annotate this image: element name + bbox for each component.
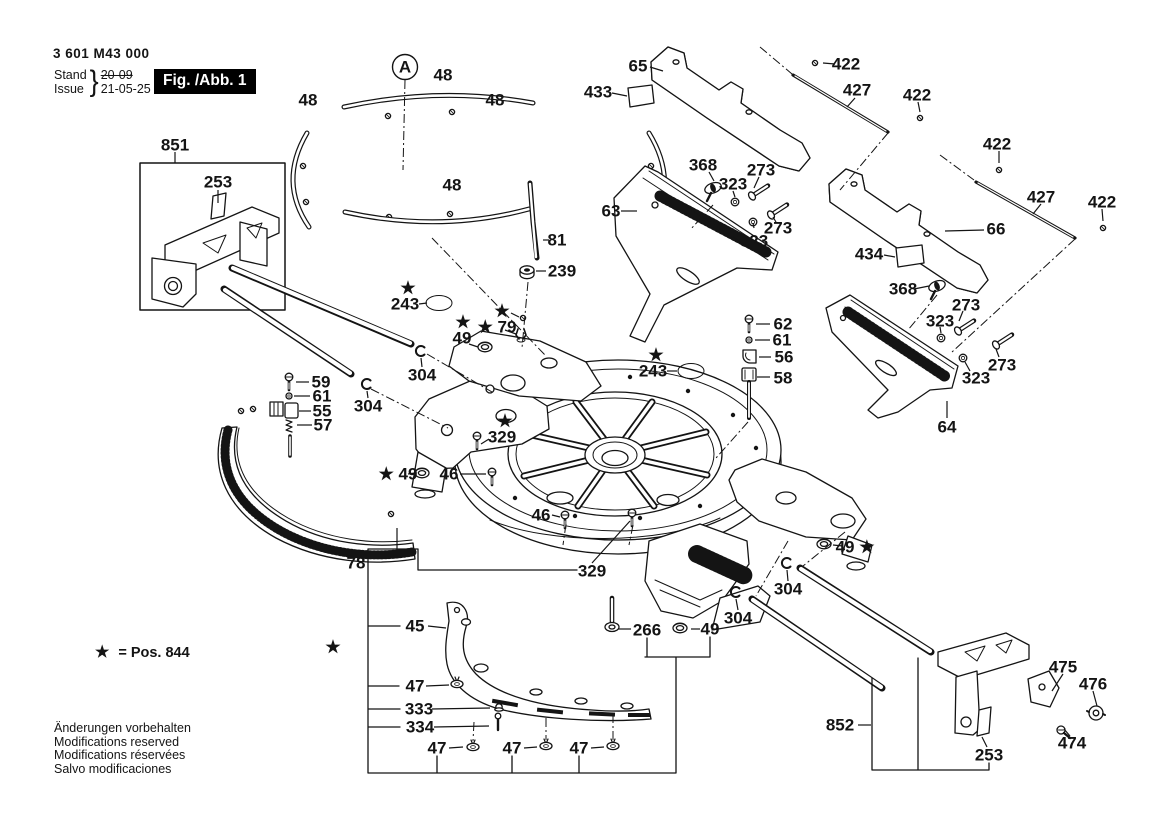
part-label-273 <box>952 296 980 315</box>
part-label-243 <box>639 346 667 381</box>
svg-text:47: 47 <box>405 676 425 696</box>
part-label-304 <box>724 609 753 628</box>
screw-334 <box>495 713 501 730</box>
svg-text:422: 422 <box>1087 192 1117 212</box>
star-legend <box>95 642 190 662</box>
part-label-334 <box>406 718 435 737</box>
svg-text:47: 47 <box>569 738 589 758</box>
clip-47 <box>540 739 552 750</box>
part-label-46 <box>532 506 551 525</box>
svg-text:474: 474 <box>1057 733 1087 753</box>
front-plate-45 <box>446 602 651 720</box>
svg-text:81: 81 <box>547 230 567 250</box>
svg-text:63: 63 <box>601 201 621 221</box>
clip-47 <box>607 739 619 750</box>
svg-text:427: 427 <box>842 80 872 100</box>
svg-text:243: 243 <box>390 294 420 314</box>
part-label-427 <box>843 81 871 100</box>
svg-text:434: 434 <box>854 244 884 264</box>
part-label-273 <box>988 356 1016 375</box>
svg-text:48: 48 <box>485 90 505 110</box>
part-label-323 <box>740 232 768 251</box>
svg-text:48: 48 <box>298 90 318 110</box>
centerline <box>840 133 888 190</box>
svg-text:368: 368 <box>688 155 718 175</box>
screw-422 <box>996 167 1001 172</box>
svg-text:49 ★: 49 ★ <box>835 537 875 557</box>
part-label-434 <box>855 245 884 264</box>
part-label-57 <box>314 416 333 435</box>
part-label-78 <box>347 554 366 573</box>
leader-line <box>884 255 895 257</box>
stand-label: Stand <box>54 67 87 82</box>
part-label-368 <box>889 280 917 299</box>
part-label-48 <box>486 91 505 110</box>
svg-text:59: 59 <box>311 372 331 392</box>
screw-422 <box>917 115 922 120</box>
svg-text:66: 66 <box>986 219 1006 239</box>
issue-label: Issue <box>54 81 84 96</box>
part-label-65 <box>629 57 648 76</box>
knob-476 <box>1087 706 1105 720</box>
svg-text:333: 333 <box>404 699 434 719</box>
part-number: 3 601 M43 000 <box>53 46 150 61</box>
stand-value: 20-09 <box>100 67 133 82</box>
clip-304 <box>416 346 425 356</box>
part-label-239 <box>548 262 576 281</box>
seal-243 <box>426 296 452 311</box>
figure-label: Fig. /Abb. 1 <box>154 69 256 94</box>
svg-text:47: 47 <box>502 738 522 758</box>
svg-text:58: 58 <box>773 368 793 388</box>
svg-text:48: 48 <box>442 175 462 195</box>
part-label-A <box>393 55 418 80</box>
svg-text:★: ★ <box>497 411 513 431</box>
centerline <box>760 47 792 74</box>
revision-brace: } <box>89 64 99 98</box>
nut-323 <box>731 198 739 206</box>
bolt-273 <box>991 331 1014 350</box>
leader-line <box>612 93 627 96</box>
part-label-46 <box>440 465 459 484</box>
svg-text:46: 46 <box>439 464 459 484</box>
svg-text:49: 49 <box>700 619 720 639</box>
svg-text:422: 422 <box>982 134 1012 154</box>
nut-333 <box>495 704 503 711</box>
svg-text:323: 323 <box>925 311 955 331</box>
svg-text:78: 78 <box>346 553 366 573</box>
grommet-239 <box>520 266 534 279</box>
svg-text:★: ★ <box>400 278 416 298</box>
note-line: Änderungen vorbehalten <box>54 721 191 735</box>
centerline <box>403 80 405 170</box>
part-label-star <box>325 638 341 657</box>
svg-text:★: ★ <box>648 345 664 365</box>
bolt-273 <box>747 182 770 201</box>
svg-text:273: 273 <box>763 218 793 238</box>
parts-59-61-55-57 <box>270 373 298 456</box>
svg-text:★ 49: ★ 49 <box>378 464 418 484</box>
svg-text:368: 368 <box>888 279 918 299</box>
nut-49 <box>478 342 492 352</box>
leader-line <box>432 708 490 709</box>
svg-text:851: 851 <box>160 135 190 155</box>
revision-block <box>54 66 151 97</box>
svg-text:65: 65 <box>628 56 648 76</box>
part-label-243 <box>391 279 419 314</box>
part-label-273 <box>747 161 775 180</box>
part-label-422 <box>983 135 1011 154</box>
svg-text:422: 422 <box>902 85 932 105</box>
legend-text: = Pos. 844 <box>118 645 190 661</box>
screw-422 <box>1100 225 1105 230</box>
part-label-79 <box>478 318 517 337</box>
part-label-47 <box>570 739 589 758</box>
svg-text:253: 253 <box>974 745 1004 765</box>
svg-text:427: 427 <box>1026 187 1056 207</box>
part-label-49 <box>379 465 418 484</box>
part-label-56 <box>775 348 794 367</box>
modification-notes <box>54 722 191 776</box>
svg-text:61: 61 <box>772 330 792 350</box>
leader-line <box>449 747 463 748</box>
part-label-433 <box>584 83 612 102</box>
bracket-852 <box>938 633 1029 736</box>
part-label-304 <box>774 580 803 599</box>
part-label-48 <box>443 176 462 195</box>
part-label-368 <box>689 156 717 175</box>
part-label-49 <box>701 620 720 639</box>
svg-text:334: 334 <box>405 717 435 737</box>
nut-323 <box>937 334 945 342</box>
part-label-253 <box>975 746 1003 765</box>
note-line: Modifications réservées <box>54 748 186 762</box>
centerline <box>940 155 974 180</box>
issue-value: 21-05-25 <box>100 81 151 96</box>
svg-text:852: 852 <box>825 715 855 735</box>
svg-text:329: 329 <box>487 427 517 447</box>
part-label-47 <box>503 739 522 758</box>
svg-text:253: 253 <box>203 172 233 192</box>
leader-line <box>945 230 984 231</box>
leader-line <box>426 685 449 686</box>
part-label-304 <box>408 366 437 385</box>
leader-line <box>511 313 519 317</box>
svg-text:★: ★ <box>494 301 510 321</box>
svg-text:323: 323 <box>961 368 991 388</box>
svg-text:★ 79: ★ 79 <box>477 317 517 337</box>
part-label-48 <box>299 91 318 110</box>
part-label-63 <box>602 202 621 221</box>
part-label-475 <box>1049 658 1077 677</box>
svg-text:45: 45 <box>405 616 425 636</box>
svg-text:273: 273 <box>746 160 776 180</box>
svg-text:329: 329 <box>577 561 607 581</box>
svg-text:49: 49 <box>452 328 472 348</box>
part-label-81 <box>548 231 567 250</box>
leader-line <box>434 726 489 727</box>
part-label-47 <box>406 677 425 696</box>
nut-49 <box>673 623 687 633</box>
part-label-48 <box>434 66 453 85</box>
svg-text:48: 48 <box>433 65 453 85</box>
svg-text:304: 304 <box>723 608 753 628</box>
svg-text:475: 475 <box>1048 657 1078 677</box>
svg-text:304: 304 <box>353 396 383 416</box>
clip-304 <box>362 379 371 389</box>
sticker-433 <box>628 85 654 107</box>
svg-text:★: ★ <box>455 312 471 332</box>
svg-text:57: 57 <box>313 415 333 435</box>
svg-text:47: 47 <box>427 738 447 758</box>
fence-65 <box>651 47 810 171</box>
part-label-253 <box>204 173 232 192</box>
note-line: Modifications reserved <box>54 734 180 749</box>
part-label-58 <box>774 369 793 388</box>
svg-text:A: A <box>398 57 412 77</box>
svg-text:266: 266 <box>632 620 662 640</box>
part-label-422 <box>832 55 860 74</box>
svg-text:46: 46 <box>531 505 551 525</box>
part-label-266 <box>633 621 661 640</box>
part-label-49 <box>836 538 876 557</box>
part-label-45 <box>406 617 425 636</box>
part-label-329 <box>578 562 606 581</box>
leader-line <box>591 747 604 748</box>
part-label-66 <box>987 220 1006 239</box>
title-block <box>53 46 273 98</box>
svg-text:476: 476 <box>1078 674 1108 694</box>
svg-text:273: 273 <box>951 295 981 315</box>
part-label-333 <box>405 700 433 719</box>
svg-text:433: 433 <box>583 82 613 102</box>
part-label-323 <box>719 175 747 194</box>
svg-text:239: 239 <box>547 261 577 281</box>
svg-text:323: 323 <box>718 174 748 194</box>
screw-422 <box>812 60 817 65</box>
part-label-422 <box>903 86 931 105</box>
sticker-434 <box>896 245 924 267</box>
nut-323 <box>959 354 967 362</box>
svg-text:55: 55 <box>312 401 332 421</box>
part-label-422 <box>1088 193 1116 212</box>
leader-line <box>524 747 537 748</box>
centerline <box>473 722 474 741</box>
svg-text:56: 56 <box>774 347 794 367</box>
svg-text:304: 304 <box>407 365 437 385</box>
rod-427-left <box>793 75 888 132</box>
svg-text:323: 323 <box>739 231 769 251</box>
drawing-layer <box>140 47 1106 773</box>
svg-text:273: 273 <box>987 355 1017 375</box>
part-label-323 <box>962 369 990 388</box>
part-label-304 <box>354 397 383 416</box>
note-line: Salvo modificaciones <box>54 761 172 776</box>
svg-text:62: 62 <box>773 314 793 334</box>
svg-text:★: ★ <box>325 637 341 657</box>
part-label-323 <box>926 312 954 331</box>
extension-rods-left <box>224 268 411 374</box>
svg-text:304: 304 <box>773 579 803 599</box>
part-label-47 <box>428 739 447 758</box>
part-label-474 <box>1058 734 1087 753</box>
part-label-427 <box>1027 188 1055 207</box>
svg-text:243: 243 <box>638 361 668 381</box>
part-label-852 <box>826 716 854 735</box>
nut-49 <box>817 539 831 549</box>
svg-text:61: 61 <box>312 386 332 406</box>
star-icon: ★ <box>95 644 110 661</box>
leader-line <box>428 626 446 628</box>
svg-text:64: 64 <box>937 417 957 437</box>
part-label-851 <box>161 136 189 155</box>
rod-81 <box>530 183 537 258</box>
bolt-266 <box>605 598 619 632</box>
knob-368 <box>927 278 946 299</box>
clip-47 <box>467 740 479 751</box>
clip-304 <box>782 558 791 568</box>
svg-text:422: 422 <box>831 54 861 74</box>
part-label-49 <box>453 329 472 348</box>
part-label-64 <box>938 418 957 437</box>
bolt-273 <box>766 201 789 220</box>
part-label-476 <box>1079 675 1107 694</box>
